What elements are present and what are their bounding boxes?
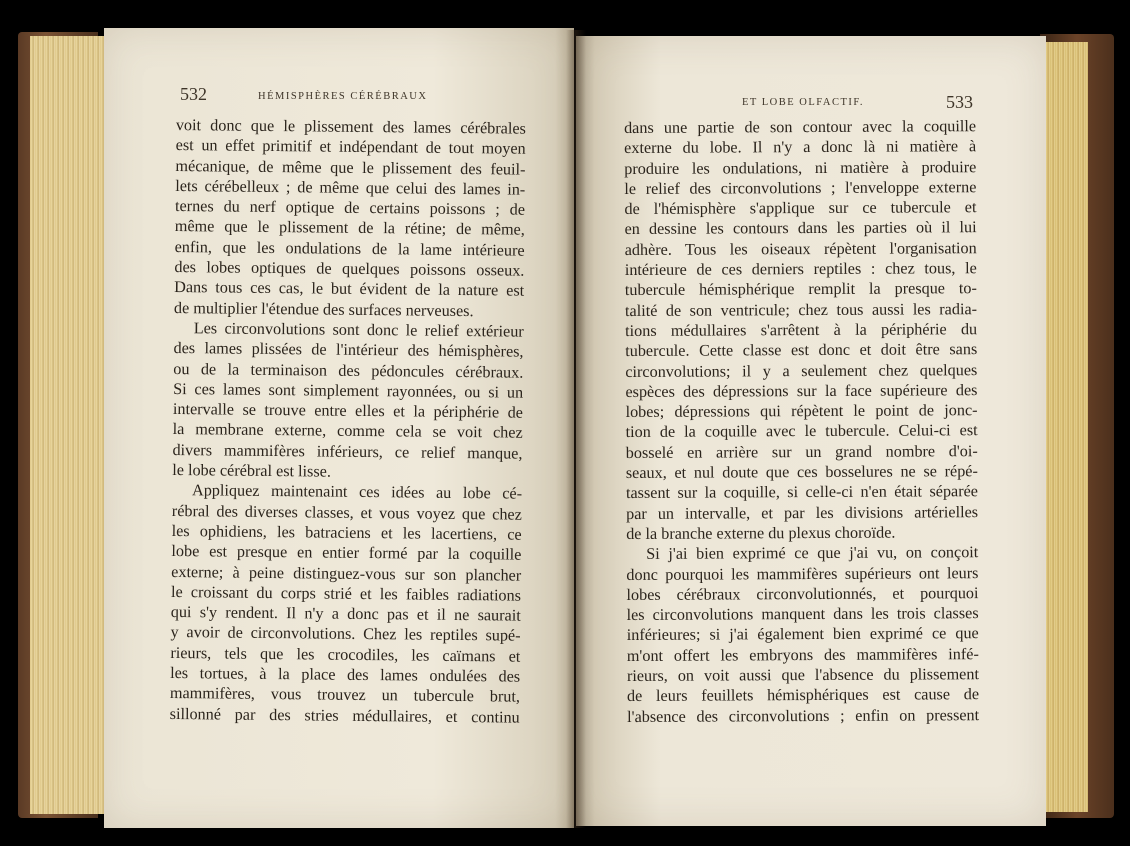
text-line: enfin, que les ondulations de la lame intérieure xyxy=(174,237,525,260)
text-line: tubercule. Cette classe est donc et doit être sans xyxy=(625,340,978,361)
text-line: m'ont offert les embryons des mammifères infé- xyxy=(626,644,979,665)
text-line: les ophidiens, les batraciens et les lacertiens, ce xyxy=(171,521,522,544)
text-line: lobes cérébraux circonvolutionnés, et pourquoi xyxy=(626,583,979,604)
text-line: circonvolutions; il y a seulement chez quelques xyxy=(625,360,978,381)
text-line: mammifères, vous trouvez un tubercule brut, xyxy=(169,684,521,706)
text-line: sillonné par des stries médullaires, et continu xyxy=(169,704,520,727)
text-line: est un effet primitif et indépendant de tout moyen xyxy=(175,136,526,158)
left-running-head: HÉMISPHÈRES CÉRÉBRAUX xyxy=(258,91,428,102)
text-line: seaux, et nul doute que ces bosselures ne se répé- xyxy=(625,462,978,483)
text-line: espèces des dépressions sur la face supérieure des xyxy=(625,381,978,401)
text-line: talité de son ventricule; chez tous aussi les radia- xyxy=(624,299,978,320)
text-line: rieurs, tels que les crocodiles, les caïmans et xyxy=(170,643,521,666)
text-line: ternes du nerf optique de certains poissons ; de xyxy=(174,197,526,219)
text-line: donc pourquoi les mammifères supérieurs ont leurs xyxy=(626,563,979,584)
text-line: voit donc que le plissement des lames cérébrales xyxy=(175,115,526,138)
text-line: dans une partie de son contour avec la coquille xyxy=(624,117,977,137)
book-gutter xyxy=(566,30,586,828)
left-page-number: 532 xyxy=(180,84,207,104)
text-line: intérieure de ces derniers reptiles : chez tous, le xyxy=(624,259,977,280)
text-line: rieurs, on voit aussi que l'absence du plissement xyxy=(626,665,979,686)
text-line: ou de la terminaison des pédoncules cérébraux. xyxy=(173,359,524,382)
text-line: même que le plissement de la rétine; de même, xyxy=(174,217,525,240)
text-line: inférieures; si j'ai également bien exprimé ce que xyxy=(626,624,979,645)
text-line: Si ces lames sont simplement rayonnées, ou si un xyxy=(173,379,524,402)
right-page-body xyxy=(624,116,979,727)
text-line: de multiplier l'étendue des surfaces nerveuses. xyxy=(173,298,474,320)
text-line: adhère. Tous les oiseaux répètent l'organisation xyxy=(624,238,977,259)
text-line: Les circonvolutions sont donc le relief extérieur xyxy=(193,319,524,341)
text-line: le relief des circonvolutions ; l'enveloppe externe xyxy=(624,178,977,198)
text-line: qui s'y rendent. Il n'y a donc pas et il ne saurait xyxy=(170,603,521,625)
text-line: les tortues, à la place des lames ondulées des xyxy=(170,663,521,686)
text-line: lobe est presque en entier formé par la coquille xyxy=(171,542,522,564)
text-line: de leurs feuillets hémisphériques est cause de xyxy=(626,685,980,706)
text-line: la membrane externe, comme cela se voit chez xyxy=(172,420,523,443)
text-line: Si j'ai bien exprimé ce que j'ai vu, on conçoit xyxy=(646,543,979,564)
text-line: lets cérébelleux ; de même que celui des lames in- xyxy=(175,176,526,199)
text-line: mécanique, de même que le plissement des feuil- xyxy=(175,156,526,179)
text-line: y avoir de circonvolutions. Chez les reptiles supé- xyxy=(170,623,521,646)
text-line: le croissant du corps strié et les faibles radiations xyxy=(170,582,522,605)
text-line: de la branche externe du plexus choroïde. xyxy=(626,523,896,543)
text-line: les circonvolutions manquent dans les trois classes xyxy=(626,604,979,625)
text-line: tassent sur la coquille, si celle-ci n'en était séparée xyxy=(625,482,979,503)
text-line: intervalle se trouve entre elles et la périphérie de xyxy=(172,400,523,422)
text-line: des lames plissées de l'intérieur des hémisphères, xyxy=(173,339,524,361)
text-line: tions médullaires s'arrêtent à la périphérie du xyxy=(625,320,978,340)
text-line: l'absence des circonvolutions ; enfin on pressent xyxy=(627,705,980,726)
text-line: tion de la coquille avec le tubercule. Celui-ci est xyxy=(625,421,978,442)
right-running-head: ET LOBE OLFACTIF. xyxy=(742,97,864,108)
text-line: Appliquez maintenaint ces idées au lobe cé- xyxy=(191,481,523,503)
left-page-edges xyxy=(30,36,110,814)
text-line: externe; à peine distinguez-vous sur son plancher xyxy=(171,562,522,585)
text-line: de l'hémisphère s'applique sur ce tubercule et xyxy=(624,198,977,219)
text-line: le lobe cérébral est lisse. xyxy=(172,461,332,481)
text-line: bosselé en arrière sur un grand nombre d'oi- xyxy=(625,441,978,462)
text-line: en dessine les contours dans les parties où il lui xyxy=(624,218,977,239)
text-line: tubercule hémisphérique remplit la presque to- xyxy=(624,279,977,300)
left-page-body xyxy=(170,115,526,728)
right-page-edges xyxy=(1040,42,1088,812)
right-page-number: 533 xyxy=(946,92,973,112)
text-line: lobes; dépressions qui répètent le point de jonc- xyxy=(625,401,978,422)
text-line: des lobes optiques de quelques poissons osseux. xyxy=(174,258,525,280)
text-line: externe du lobe. Il n'y a donc là ni matière à xyxy=(624,137,977,158)
text-line: produire les ondulations, ni matière à produire xyxy=(624,157,977,178)
text-line: par un intervalle, et par les divisions artérielles xyxy=(626,502,979,523)
text-line: divers mammifères inférieurs, ce relief manque, xyxy=(172,440,523,463)
text-line: rébral des diverses classes, et vous voyez que chez xyxy=(171,501,522,524)
text-line: Dans tous ces cas, le but évident de la nature est xyxy=(174,278,525,301)
